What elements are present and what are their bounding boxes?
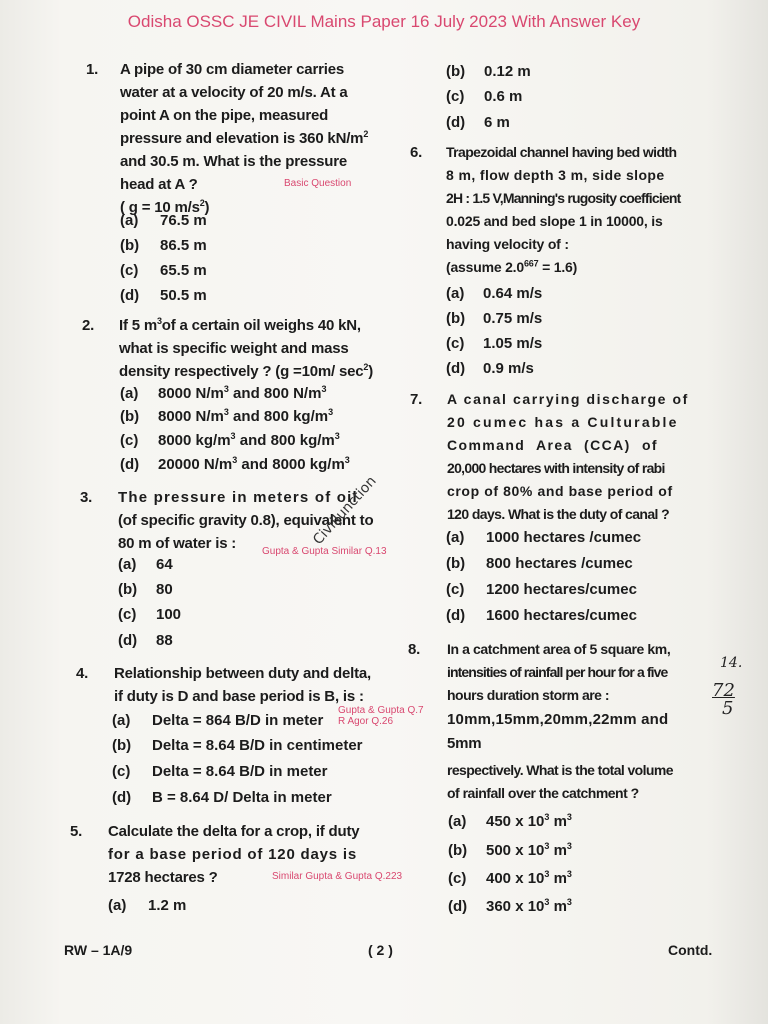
watermark: CivilJunction: [310, 473, 380, 548]
option-value: 0.12 m: [484, 63, 531, 80]
option-value: B = 8.64 D/ Delta in meter: [152, 789, 332, 806]
question-text-line: A canal carrying discharge of: [447, 391, 689, 407]
option-value: 8000 N/m: [158, 385, 224, 402]
option-label: (c): [446, 581, 465, 598]
question-text-line: point A on the pipe, measured: [120, 107, 329, 124]
question-text-line: 5mm: [447, 735, 482, 752]
question-text-line: 1728 hectares ?: [108, 869, 218, 886]
question-text-line: 80 m of water is :: [118, 535, 237, 552]
option-value: m: [549, 842, 567, 859]
superscript: 3: [156, 316, 162, 326]
option-value: 0.64 m/s: [483, 285, 543, 302]
option-label: (a): [120, 212, 139, 229]
question-text-line: ): [368, 363, 373, 380]
question-number: 5.: [70, 823, 83, 840]
option-value: 1000 hectares /cumec: [486, 529, 642, 546]
question-number: 3.: [80, 489, 93, 506]
question-text-line: ( g = 10 m/s: [120, 199, 200, 216]
question-text-line: Trapezoidal channel having bed width: [446, 144, 677, 160]
superscript: 2: [363, 362, 369, 372]
option-label: (b): [446, 63, 466, 80]
option-value: and 800 kg/m: [235, 432, 335, 449]
page-title: Odisha OSSC JE CIVIL Mains Paper 16 July 2023 With Answer Key: [127, 12, 641, 31]
option-value: m: [549, 813, 567, 830]
option-value: and 8000 kg/m: [237, 456, 345, 473]
superscript: 3: [566, 897, 572, 907]
option-value: 0.75 m/s: [483, 310, 543, 327]
question-text-line: = 1.6): [538, 259, 578, 275]
option-value: 1.2 m: [148, 897, 187, 914]
option-label: (b): [120, 408, 140, 425]
question-text-line: intensities of rainfall per hour for a five: [447, 664, 668, 680]
question-text-line: Calculate the delta for a crop, if duty: [108, 823, 360, 840]
superscript: 3: [566, 812, 572, 822]
question-text-line: crop of 80% and base period of: [447, 483, 673, 499]
option-label: (d): [112, 789, 132, 806]
superscript: 3: [223, 384, 229, 394]
option-value: 86.5 m: [160, 237, 207, 254]
option-label: (d): [120, 456, 140, 473]
question-2: [82, 314, 392, 384]
option-value: and 800 N/m: [228, 385, 322, 402]
annotation: R Agor Q.26: [338, 716, 394, 727]
option-value: 8000 N/m: [158, 408, 224, 425]
annotation: Similar Gupta & Gupta Q.223: [272, 871, 403, 882]
option-value: 100: [156, 606, 182, 623]
option-value: 800 hectares /cumec: [486, 555, 633, 572]
option-label: (c): [120, 432, 139, 449]
annotation: Gupta & Gupta Q.7: [338, 705, 424, 716]
question-8: [408, 638, 708, 808]
option-value: 0.9 m/s: [483, 360, 534, 377]
option-value: 88: [156, 632, 173, 649]
question-text-line: If 5 m: [119, 317, 157, 334]
option-label: (a): [112, 712, 131, 729]
option-value: 0.6 m: [484, 88, 523, 105]
question-text-line: for a base period of 120 days is: [108, 846, 358, 863]
option-label: (c): [112, 763, 131, 780]
option-value: 20000 N/m: [158, 456, 233, 473]
option-label: (a): [446, 285, 465, 302]
annotation: Gupta & Gupta Similar Q.13: [262, 546, 387, 557]
superscript: 3: [544, 869, 550, 879]
question-text-line: water at a velocity of 20 m/s. At a: [120, 84, 348, 101]
superscript: 2: [199, 198, 205, 208]
question-text-line: Relationship between duty and delta,: [114, 665, 371, 682]
option-label: (b): [446, 310, 466, 327]
superscript: 3: [344, 455, 350, 465]
option-value: 450 x 10: [486, 813, 545, 830]
option-label: (c): [448, 870, 467, 887]
option-value: 6 m: [484, 114, 510, 131]
option-label: (c): [446, 335, 465, 352]
question-7: [410, 388, 710, 528]
question-6: [410, 141, 710, 281]
annotation: Basic Question: [284, 178, 352, 189]
page-number: ( 2 ): [368, 942, 393, 958]
superscript: 3: [334, 431, 340, 441]
handwritten-note: 14.: [720, 655, 743, 671]
question-text-line: density respectively ? (g =10m/ sec: [119, 363, 364, 380]
option-label: (c): [120, 262, 139, 279]
handwritten-note: 72: [712, 680, 735, 701]
option-value: Delta = 8.64 B/D in meter: [152, 763, 328, 780]
option-value: 50.5 m: [160, 287, 207, 304]
superscript: 3: [223, 407, 229, 417]
question-text-line: ): [204, 199, 210, 216]
superscript: 3: [232, 455, 238, 465]
question-text-line: 20,000 hectares with intensity of rabi: [447, 460, 665, 476]
question-text-line: 20 cumec has a Culturable: [447, 414, 679, 430]
question-text-line: 0.025 and bed slope 1 in 10000, is: [446, 213, 663, 229]
superscript: 3: [321, 384, 327, 394]
question-text-line: 10mm,15mm,20mm,22mm and: [447, 711, 669, 728]
option-value: 76.5 m: [160, 212, 207, 229]
question-4: [76, 662, 396, 710]
question-text-line: hours duration storm are :: [447, 687, 610, 703]
superscript: 3: [544, 812, 550, 822]
option-value: 360 x 10: [486, 898, 545, 915]
option-label: (b): [112, 737, 132, 754]
option-label: (d): [446, 607, 466, 624]
question-text-line: and 30.5 m. What is the pressure: [120, 153, 348, 170]
option-label: (c): [446, 88, 465, 105]
option-value: 8000 kg/m: [158, 432, 231, 449]
question-text-line: In a catchment area of 5 square km,: [447, 641, 671, 657]
question-text-line: having velocity of :: [446, 236, 569, 252]
question-number: 6.: [410, 144, 423, 161]
question-number: 2.: [82, 317, 95, 334]
question-text-line: 2H : 1.5 V,Manning's rugosity coefficient: [446, 190, 681, 206]
option-label: (c): [118, 606, 137, 623]
option-label: (d): [448, 898, 468, 915]
option-value: 1600 hectares/cumec: [486, 607, 637, 624]
question-number: 1.: [86, 61, 99, 78]
option-value: 500 x 10: [486, 842, 545, 859]
option-value: 80: [156, 581, 173, 598]
handwritten-note: 5: [722, 698, 734, 719]
question-text-line: Command Area (CCA) of: [447, 437, 658, 453]
question-text-line: A pipe of 30 cm diameter carries: [120, 61, 344, 78]
option-label: (a): [448, 813, 467, 830]
option-label: (b): [118, 581, 138, 598]
option-value: Delta = 8.64 B/D in centimeter: [152, 737, 363, 754]
option-label: (d): [446, 114, 466, 131]
option-label: (d): [120, 287, 140, 304]
option-label: (d): [446, 360, 466, 377]
option-label: (a): [120, 385, 139, 402]
option-label: (a): [108, 897, 127, 914]
option-value: Delta = 864 B/D in meter: [152, 712, 324, 729]
question-text-line: if duty is D and base period is B, is :: [114, 688, 364, 705]
superscript: 667: [523, 258, 539, 269]
option-value: 400 x 10: [486, 870, 545, 887]
option-label: (d): [118, 632, 138, 649]
question-text-line: (of specific gravity 0.8), equivalent to: [118, 512, 374, 529]
question-text-line: pressure and elevation is 360 kN/m: [120, 130, 364, 147]
question-text-line: The pressure in meters of oil: [118, 489, 358, 506]
superscript: 3: [544, 897, 550, 907]
question-text-line: head at A ?: [120, 176, 198, 193]
option-label: (b): [448, 842, 468, 859]
question-text-line: of rainfall over the catchment ?: [447, 785, 639, 801]
option-label: (b): [120, 237, 140, 254]
footer-contd: Contd.: [668, 942, 713, 958]
option-value: 1200 hectares/cumec: [486, 581, 637, 598]
option-value: m: [549, 870, 567, 887]
option-value: 1.05 m/s: [483, 335, 543, 352]
option-value: m: [549, 898, 567, 915]
question-text-line: what is specific weight and mass: [119, 340, 349, 357]
question-text-line: 120 days. What is the duty of canal ?: [447, 506, 670, 522]
superscript: 3: [566, 841, 572, 851]
option-value: 64: [156, 556, 173, 573]
question-text-line: (assume 2.0: [446, 259, 524, 275]
question-number: 8.: [408, 641, 421, 658]
question-text-line: of a certain oil weighs 40 kN,: [161, 317, 361, 334]
question-text-line: respectively. What is the total volume: [447, 762, 673, 778]
question-number: 4.: [76, 665, 89, 682]
superscript: 2: [363, 129, 369, 139]
option-value: and 800 kg/m: [228, 408, 329, 425]
option-label: (a): [118, 556, 137, 573]
superscript: 3: [230, 431, 236, 441]
superscript: 3: [328, 407, 334, 417]
question-number: 7.: [410, 391, 423, 408]
question-text-line: 8 m, flow depth 3 m, side slope: [446, 167, 665, 183]
option-value: 65.5 m: [160, 262, 207, 279]
question-1: [86, 58, 386, 216]
option-label: (b): [446, 555, 466, 572]
superscript: 3: [566, 869, 572, 879]
option-label: (a): [446, 529, 465, 546]
footer-code: RW – 1A/9: [64, 942, 133, 958]
superscript: 3: [544, 841, 550, 851]
